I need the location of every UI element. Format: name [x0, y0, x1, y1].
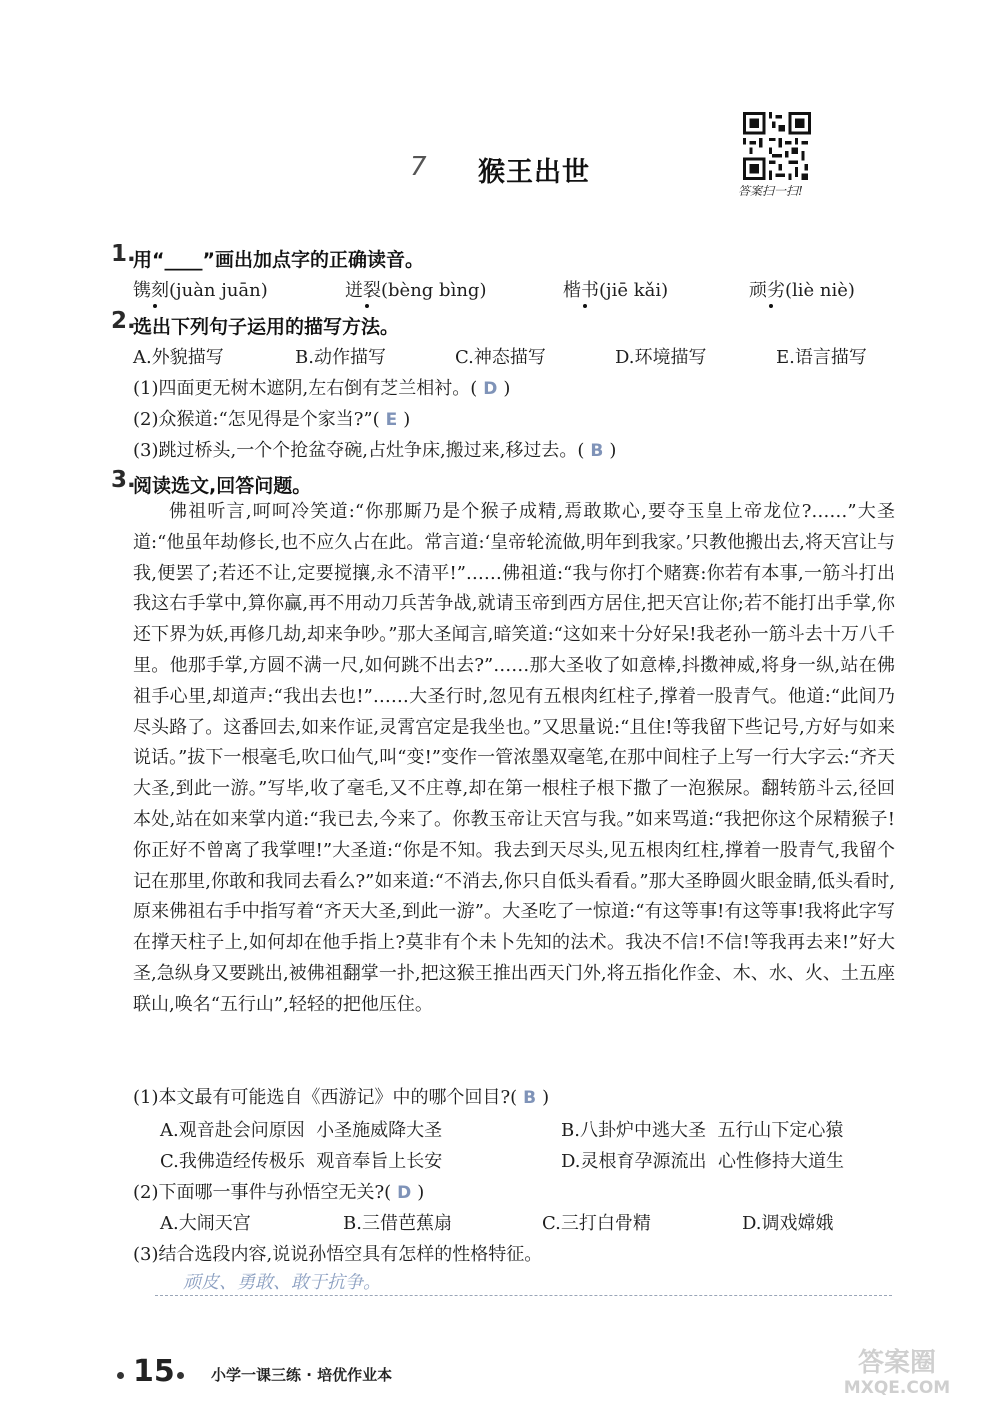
q1-item-3-readings: jiē kǎi) [606, 280, 669, 301]
answer-divider [155, 1295, 892, 1296]
q2-sentence-3-text: (3)跳过桥头,一个个抢盆夺碗,占灶争床,搬过来,移过去。( [133, 440, 585, 461]
q3-sub2-option-a: A.大闹天宫 [160, 1213, 251, 1234]
q2-sentence-1-answer[interactable]: D [483, 379, 498, 399]
q2-sentence-2-answer[interactable]: E [385, 410, 398, 430]
q3-prompt: 阅读选文,回答问题。 [133, 475, 312, 497]
q2-prompt: 选出下列句子运用的描写方法。 [133, 316, 400, 338]
qr-label: 答案扫一扫! [738, 184, 803, 198]
q3-sub1-option-a: A.观音赴会问原因 小圣施威降大圣 [160, 1120, 443, 1141]
q3-sub1 [133, 1083, 549, 1109]
q3-sub2-option-b: B.三借芭蕉扇 [343, 1213, 452, 1234]
q2-option-b: B.动作描写 [295, 347, 386, 368]
q2-sentence-2-close: ) [403, 409, 411, 430]
q2-sentence-1 [133, 374, 510, 400]
q2-sentence-2 [133, 405, 410, 431]
q2-sentence-3-close: ) [609, 440, 617, 461]
q3-sub1-text: (1)本文最有可能选自《西游记》中的哪个回目?( [133, 1087, 518, 1108]
qr-code-icon[interactable] [743, 112, 811, 180]
q2-sentence-2-text: (2)众猴道:“怎见得是个家当?”( [133, 409, 380, 430]
q2-option-c: C.神态描写 [455, 347, 546, 368]
q2-option-e: E.语言描写 [776, 347, 867, 368]
q2-sentence-1-text: (1)四面更无树木遮阴,左右倒有芝兰相衬。( [133, 378, 478, 399]
q3-number: 3. [111, 467, 136, 493]
q3-sub2-option-c: C.三打白骨精 [542, 1213, 651, 1234]
q1-number: 1. [111, 241, 136, 267]
q3-sub2 [133, 1178, 424, 1204]
q1-item-1-readings: juàn juān) [176, 280, 268, 301]
q1-item-1 [133, 276, 268, 302]
q2-option-a: A.外貌描写 [133, 347, 224, 368]
q3-sub1-option-b: B.八卦炉中逃大圣 五行山下定心猿 [561, 1120, 844, 1141]
lesson-title: 猴王出世 [478, 157, 590, 188]
q3-sub3-answer[interactable]: 顽皮、勇敢、敢于抗争。 [183, 1272, 381, 1293]
q1-item-2 [345, 276, 486, 302]
q3-sub3-text: (3)结合选段内容,说说孙悟空具有怎样的性格特征。 [133, 1244, 543, 1265]
q1-item-2-word: 迸裂( [345, 280, 389, 301]
q3-sub1-option-d: D.灵根育孕源流出 心性修持大道生 [561, 1151, 844, 1172]
q2-sentence-1-close: ) [503, 378, 511, 399]
page-number: 15 [133, 1354, 175, 1389]
q1-item-2-readings: bèng bìng) [388, 280, 487, 301]
q2-sentence-3 [133, 436, 616, 462]
svg-text:答案圈: 答案圈 [857, 1348, 937, 1378]
q3-sub2-option-d: D.调戏嫦娥 [742, 1213, 834, 1234]
q3-sub1-close: ) [542, 1087, 550, 1108]
q2-option-d: D.环境描写 [615, 347, 707, 368]
q3-sub2-text: (2)下面哪一事件与孙悟空无关?( [133, 1182, 392, 1203]
q1-item-4-word: 顽劣( [749, 280, 793, 301]
q2-sentence-3-answer[interactable]: B [590, 441, 604, 461]
footer-dot-icon [117, 1372, 124, 1379]
book-title: 小学一课三练 · 培优作业本 [211, 1366, 393, 1384]
q1-item-3-word: 楷书( [563, 280, 607, 301]
q3-sub1-answer[interactable]: B [523, 1088, 537, 1108]
q1-item-4-readings: liè niè) [792, 280, 855, 301]
lesson-number: 7 [410, 152, 427, 182]
q2-number: 2. [111, 308, 136, 334]
q3-sub1-option-c: C.我佛造经传极乐 观音奉旨上长安 [160, 1151, 443, 1172]
reading-passage: 佛祖听言,呵呵冷笑道:“你那厮乃是个猴子成精,焉敢欺心,要夺玉皇上帝龙位?……”大圣道:“他虽年劫修长,也不应久占在此。常言道:‘皇帝轮流做,明年到我家。’只教他搬出去,将天宫让与我,便罢了;若还不让,定要搅攘,永不清平!”……佛祖道:“我与你打个赌赛:你若有本事,一筋斗打出我这右手掌中,算你赢,再不用动刀兵苦争战,就请玉帝到西方居住,把天宫让你;若不能打出手掌,你还下界为妖,再修几劫,却来争吵。”那大圣闻言,暗笑道:“这如来十分好呆!我老孙一筋斗去十万八千里。他那手掌,方圆不满一尺,如何跳不出去?”……那大圣收了如意棒,抖擞神威,将身一纵,站在佛祖手心里,却道声:“我出去也!”……大圣行时,忽见有五根肉红柱子,撑着一股青气。他道:“此间乃尽头路了。这番回去,如来作证,灵霄宫定是我坐也。”又思量说:“且住!等我留下些记号,方好与如来说话。”拔下一根毫毛,吹口仙气,叫“变!”变作一管浓墨双毫笔,在那中间柱子上写一行大字云:“齐天大圣,到此一游。”写毕,收了毫毛,又不庄尊,却在第一根柱子根下撒了一泡猴尿。翻转筋斗云,径回本处,站在如来掌内道:“我已去,今来了。你教玉帝让天宫与我。”如来骂道:“我把你这个尿精猴子!你正好不曾离了我掌哩!”大圣道:“你是不知。我去到天尽头,见五根肉红柱,撑着一股青气,我留个记在那里,你敢和我同去看么?”如来道:“不消去,你只自低头看看。”那大圣睁圆火眼金睛,低头看时,原来佛祖右手中指写着“齐天大圣,到此一游”。大圣吃了一惊道:“有这等事!有这等事!我将此字写在撑天柱子上,如何却在他手指上?莫非有个未卜先知的法术。我决不信!不信!等我再去来!”好大圣,急纵身又要跳出,被佛祖翻掌一扑,把这猴王推出西天门外,将五指化作金、木、水、火、土五座联山,唤名“五行山”,轻轻的把他压住。 [133, 501, 895, 1015]
q1-item-1-word: 镌刻( [133, 280, 177, 301]
q1-item-3 [563, 276, 668, 302]
q3-sub2-answer[interactable]: D [397, 1183, 412, 1203]
watermark-logo-icon [805, 1345, 990, 1395]
q3-sub2-close: ) [417, 1182, 425, 1203]
q1-prompt: 用“____”画出加点字的正确读音。 [133, 249, 424, 271]
svg-text:MXQE.COM: MXQE.COM [843, 1378, 951, 1395]
footer-dot-icon [177, 1372, 184, 1379]
q1-item-4 [749, 276, 855, 302]
